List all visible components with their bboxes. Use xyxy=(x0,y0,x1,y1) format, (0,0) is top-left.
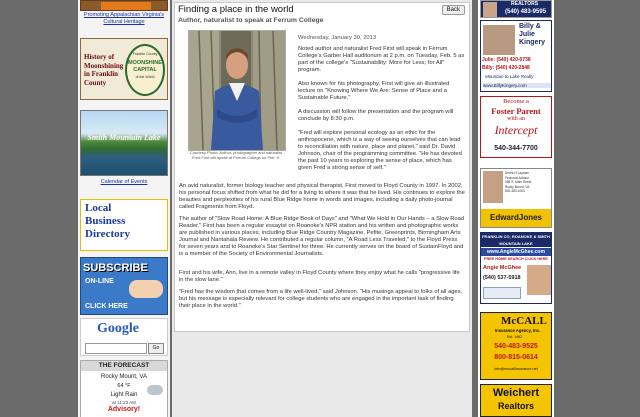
advisor-details: Derek H Layman Financial Advisor 385 S. Main Street Rocky Mount, VA 540-483-1063 xyxy=(505,171,532,193)
foster-phone: 540-344-7700 xyxy=(494,145,538,152)
forecast-temp: 64 °F xyxy=(117,383,131,389)
article-title: Finding a place in the world xyxy=(178,4,294,15)
article-paragraph: The author of "Slow Road Home: A Blue Ridge Book of Days" and "What We Hold in Our Hands – a Slow Road Reader," First has been a regular essayist on Roanoke's NPR station and his written and photographic works are published in various places, including Blue Ridge Country Magazine, Pefite, Greenprints, Birmingham Arts Journal and Nantahala Review. He contributed a regular column, "A Road Less Traveled," to the Floyd Press for seven years and to Roanoke's Star Sentinel for three. He currently serves on the board of SustainFloyd and is a member of the Society of Environmental Journalists. xyxy=(179,216,465,257)
back-button[interactable]: Back xyxy=(442,5,465,15)
calendar-link[interactable]: Calendar of Events xyxy=(100,179,148,185)
foster-parent-ad[interactable] xyxy=(480,96,552,158)
mccall-email: info@mccallinsurance.net xyxy=(494,367,538,371)
mccall-phone2: 800-815-0614 xyxy=(494,354,538,361)
intercept-logo: Intercept xyxy=(494,123,538,137)
foster-line2: Foster Parent xyxy=(491,106,541,116)
main-content xyxy=(172,0,472,417)
angie-header: FRANKLIN CO, ROANOKE & SMITH MOUNTAIN LAKE xyxy=(482,234,550,246)
article-paragraph: A discussion will follow the presentation and the program will conclude by 8:30 p.m. xyxy=(298,109,454,122)
google-go-button[interactable]: Go xyxy=(148,343,164,354)
moonshining-title: History of Moonshining in Franklin County xyxy=(84,53,124,87)
angie-phone: (540) 537-5918 xyxy=(483,275,521,281)
edward-jones-logo: EdwardJones xyxy=(481,209,551,227)
heritage-banner[interactable] xyxy=(80,0,168,11)
smith-mountain-lake-box[interactable] xyxy=(80,110,168,176)
directory-title: Local Business Directory xyxy=(85,202,130,240)
edward-jones-ad[interactable] xyxy=(480,168,552,228)
forecast-box xyxy=(80,360,168,417)
forecast-location: Rocky Mount, VA xyxy=(101,374,147,380)
article-subtitle: Author, naturalist to speak at Ferrum College xyxy=(178,17,324,24)
billy-phone: Billy: (540) 420-2848 xyxy=(482,65,530,71)
forecast-time: at 11:23 AM xyxy=(112,400,136,405)
julie-phone: Julie: (540) 420-0738 xyxy=(482,57,531,63)
business-directory-box[interactable] xyxy=(80,199,168,251)
angie-website: www.AngieMcGhee.com xyxy=(481,248,551,256)
photo-caption: Courtesy Photo: Author, photographer and naturalist Fred First will speak at Ferrum College on Feb. 5. xyxy=(189,150,283,160)
country-logo-icon xyxy=(483,287,521,299)
lake-title: Smith Mountain Lake xyxy=(87,133,161,142)
weichert-logo: Weichert xyxy=(492,387,540,399)
article-paragraph: Noted author and naturalist Fred First will speak in Ferrum College's Garber Hall auditorium at 2 p.m. on Tuesday, Feb. 5 as part of the college's "Sustainability: More for Less; for All" program. xyxy=(298,46,465,73)
mccall-logo: McCALL xyxy=(501,315,547,327)
kingery-photo xyxy=(483,25,515,55)
mccall-subtitle: Insurance Agency, Inc. xyxy=(495,328,541,333)
mccall-insurance-ad[interactable] xyxy=(480,312,552,380)
realtors-label: REALTORS xyxy=(511,1,539,7)
google-search-box xyxy=(80,318,168,356)
subscribe-online: ON-LINE xyxy=(85,278,114,285)
kingery-website: www.BillyKingery.com xyxy=(483,83,551,88)
pointer-hand-icon xyxy=(129,280,163,298)
angie-mcghee-ad[interactable] xyxy=(480,232,552,304)
kingery-tagline: Mountain to Lake Realty xyxy=(485,74,534,79)
google-logo: Google xyxy=(97,321,139,336)
article-date: Wednesday, January 30, 2013 xyxy=(298,35,377,41)
article-paragraph: First and his wife, Ann, live in a remote valley in Floyd County where they enjoy what he calls "progressive life in the slow lane." xyxy=(179,270,460,283)
forecast-heading: THE FORECAST xyxy=(81,361,167,371)
article-paragraph: "Fred has the wisdom that comes from a life well-lived," said Johnson. "His musings appeal to folks of all ages, but his message is especially relevant for college students who are engaged in the important task of finding their place in the world." xyxy=(179,289,463,309)
left-sidebar xyxy=(78,0,170,417)
foster-line3: with an xyxy=(507,116,525,122)
moonshine-badge: Franklin County MOONSHINE CAPITAL of the World xyxy=(125,44,165,96)
subscribe-box[interactable] xyxy=(80,257,168,315)
article-paragraph: An avid naturalist, former biology teacher and physical therapist, First moved to Floyd County in 1997. In 2002, his personal focus shifted from what he did for a living to where it was that he lived. His continues to explore the beauties and perplexities of his rural Blue Ridge home in words and images, including a daily photo-journal called Fragments from Floyd. xyxy=(179,183,465,210)
author-photo-image xyxy=(189,31,285,150)
agent-photo xyxy=(483,2,497,17)
subscribe-click: CLICK HERE xyxy=(85,303,128,310)
forecast-condition: Light Rain xyxy=(110,392,138,398)
advisor-photo xyxy=(483,171,503,203)
forecast-advisory[interactable]: Advisory! xyxy=(107,406,141,413)
mccall-est: Est. 1962 xyxy=(507,335,523,339)
google-search-input[interactable] xyxy=(85,343,147,354)
free-search-link[interactable]: FREE HOME SEARCH CLICK HERE xyxy=(484,257,548,261)
weichert-realtors: Realtors xyxy=(497,401,534,411)
mccall-phone1: 540-483-9525 xyxy=(494,343,538,350)
right-sidebar xyxy=(478,0,554,417)
realtors-ad-top[interactable] xyxy=(480,0,552,18)
foster-line1: Become a xyxy=(503,98,529,105)
moonshining-box[interactable] xyxy=(80,38,168,100)
article-paragraph: Also known for his photography, First will give an illustrated lecture on "Knowing Where We Are: Sense of Place and a Sustainable Future." xyxy=(298,81,450,101)
article-panel xyxy=(174,2,470,332)
heritage-link[interactable]: Promoting Appalachian Virginia's Cultural Heritage xyxy=(83,12,165,25)
kingery-names: Billy & Julie Kingery xyxy=(519,23,546,46)
author-photo xyxy=(188,30,286,151)
trail-logo xyxy=(101,2,151,10)
realtors-phone: (540) 483-9595 xyxy=(505,9,547,15)
angie-name: Angie McGhee xyxy=(483,265,522,271)
subscribe-title: SUBSCRIBE xyxy=(83,262,148,274)
kingery-ad[interactable] xyxy=(480,20,552,92)
angie-photo xyxy=(527,265,551,295)
weichert-ad[interactable] xyxy=(480,384,552,417)
article-paragraph: "Fred will explore personal ecology as an ethic for the anthropocene, which is a way of seeing ourselves that can lead to reconciliation with nature, place and planet," said Dr. David Johnson, chair of the programming committee. "He has devoted the past 10 years to exploring the sense of place, which has given Fred a strong sense of self." xyxy=(298,130,462,171)
